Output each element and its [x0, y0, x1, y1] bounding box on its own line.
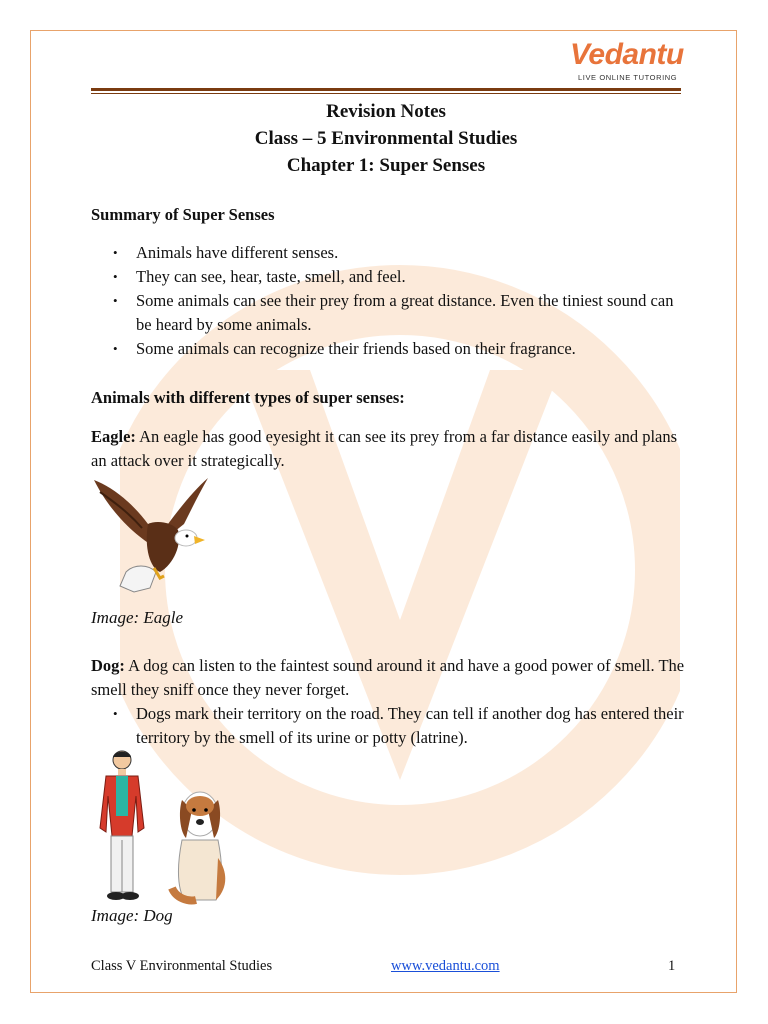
summary-list	[91, 241, 686, 361]
header-rule-thin	[91, 93, 681, 94]
dog-paragraph	[91, 654, 691, 702]
list-item: • Dogs mark their territory on the road. They can tell if another dog has entered their territory by the smell of its urine or potty (latrine).	[91, 702, 686, 750]
eagle-paragraph	[91, 425, 686, 473]
dog-image	[92, 748, 232, 906]
animals-heading: Animals with different types of super senses:	[91, 388, 405, 407]
page-title: Revision Notes	[326, 101, 446, 122]
eagle-image	[90, 472, 212, 600]
eagle-label: Eagle:	[91, 427, 136, 446]
title-block	[91, 98, 681, 179]
logo-word: Vedantu	[570, 38, 684, 71]
dog-list	[91, 702, 686, 750]
eagle-text: An eagle has good eyesight it can see its prey from a far distance easily and plans an attack over it strategically.	[91, 427, 678, 470]
page-subtitle: Class – 5 Environmental Studies	[254, 128, 518, 149]
page-number: 1	[668, 958, 676, 974]
footer-website-link[interactable]: www.vedantu.com	[391, 958, 500, 974]
dog-label: Dog:	[91, 656, 125, 675]
list-item: • Animals have different senses.	[91, 241, 686, 265]
list-item: • Some animals can see their prey from a great distance. Even the tiniest sound can be heard by some animals.	[91, 289, 686, 337]
footer-left: Class V Environmental Studies	[91, 958, 273, 974]
eagle-caption: Image: Eagle	[91, 608, 184, 627]
chapter-title: Chapter 1: Super Senses	[286, 155, 486, 176]
list-item: • They can see, hear, taste, smell, and feel.	[91, 265, 686, 289]
summary-heading: Summary of Super Senses	[91, 205, 275, 224]
vedantu-logo	[570, 38, 684, 86]
logo-tagline: LIVE ONLINE TUTORING	[578, 73, 678, 82]
list-item: • Some animals can recognize their friends based on their fragrance.	[91, 337, 686, 361]
dog-caption: Image: Dog	[91, 906, 173, 925]
header-rule	[91, 88, 681, 91]
dog-text: A dog can listen to the faintest sound around it and have a good power of smell. The smell they sniff once they never forget.	[91, 656, 685, 699]
